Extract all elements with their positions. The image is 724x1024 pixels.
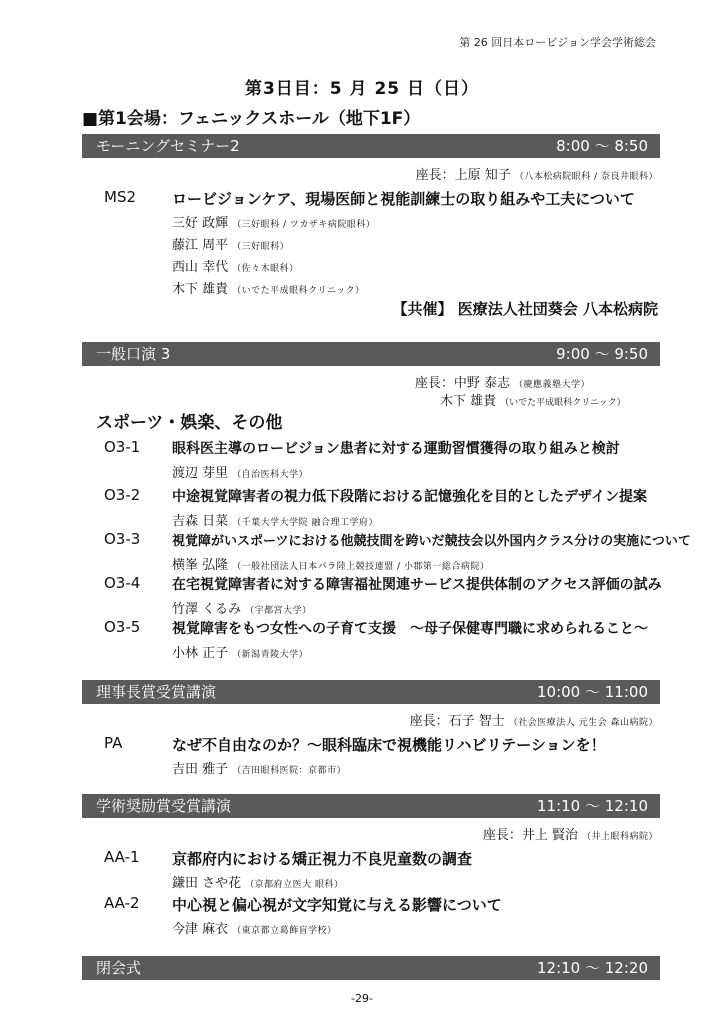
presentation-code: O3-2 [104,486,141,504]
presentation-code: O3-1 [104,438,141,456]
author-affiliation: （東京都立葛飾盲学校） [232,926,337,936]
author-affiliation: （吉田眼科医院：京都市） [232,766,347,776]
author-name: 三好 政輝 [172,216,229,231]
session-bar-closing [82,956,660,980]
author-name: 今津 麻衣 [172,922,229,937]
chair-affiliation: （井上眼科病院） [581,832,658,842]
chair-line [415,372,590,391]
chair-affiliation: （社会医療法人 元生会 森山病院） [508,718,658,728]
author-name: 小林 正子 [172,646,229,661]
author-name: 横峯 弘隆 [172,558,229,573]
author-line [172,758,346,777]
presentation-title: ロービジョンケア、現場医師と視能訓練士の取り組みや工夫について [172,190,635,208]
presentation-title: 中途視覚障害者の視力低下段階における記憶強化を目的としたデザイン提案 [172,489,648,505]
presentation-title: 京都府内における矯正視力不良児童数の調査 [172,850,473,868]
author-name: 西山 幸代 [172,260,229,275]
chair-line [416,164,658,183]
author-line [172,212,375,231]
presentation-title: 中心視と偏心視が文字知覚に与える影響について [172,896,502,914]
author-name: 木下 雄貴 [172,282,229,297]
author-affiliation: （千葉大学大学院 融合理工学府） [232,518,379,528]
session-time: 10:00 〜 11:00 [537,683,648,701]
session-bar-academic-award [82,794,660,818]
day-title: 第3日目：5 月 25 日（日） [244,79,480,99]
author-affiliation: （宇都宮大学） [245,606,312,616]
chair-line [410,710,658,729]
author-name: 鎌田 さや花 [172,876,242,891]
author-line [172,918,337,937]
presentation-title: 視覚障がいスポーツにおける他競技間を跨いだ競技会以外国内クラス分けの実施について [172,534,691,549]
presentation-code: O3-4 [104,574,141,592]
presentation-title: 眼科医主導のロービジョン患者に対する運動習慣獲得の取り組みと検討 [172,441,620,457]
author-affiliation: （三好眼科） [232,242,290,252]
session-time: 8:00 〜 8:50 [556,137,648,155]
chair-name: 座長：石子 智士 [409,714,505,729]
author-line [172,598,312,617]
session-label: 一般口演 3 [96,345,171,363]
chair-affiliation: （慶應義塾大学） [513,380,590,390]
presentation-code: MS2 [104,188,137,206]
chair-line-2 [440,390,626,409]
author-affiliation: （新潟青陵大学） [232,650,309,660]
author-affiliation: （三好眼科 / ツカザキ病院眼科） [232,220,376,230]
presentation-code: AA-2 [104,894,140,912]
author-name: 藤江 周平 [172,238,229,253]
chair-name: 座長：井上 賢治 [482,828,578,843]
author-line [172,642,308,661]
author-name: 吉田 雅子 [172,762,229,777]
author-line [172,510,378,529]
chair-line [483,824,658,843]
author-name: 渡辺 芽里 [172,466,229,481]
session-label: 理事長賞受賞講演 [96,683,217,701]
author-name: 吉森 日菜 [172,514,229,529]
sponsor-line: 【共催】 医療法人社団葵会 八本松病院 [392,300,658,318]
author-line [172,872,344,891]
author-affiliation: （一般社団法人日本パラ陸上競技連盟 / 小郡第一総合病院） [232,562,490,572]
session-label: 閉会式 [96,959,142,977]
session-bar-morning-seminar [82,134,660,158]
author-affiliation: （いでた平成眼科クリニック） [232,286,365,296]
venue-heading: ■第1会場：フェニックスホール（地下1F） [82,109,421,129]
session-time: 9:00 〜 9:50 [556,345,648,363]
author-name: 竹澤 くるみ [172,602,242,617]
presentation-code: PA [104,734,123,752]
author-line [172,462,308,481]
session-time: 12:10 〜 12:20 [537,959,648,977]
presentation-title: なぜ不自由なのか？〜眼科臨床で視機能リハビリテーションを！ [172,736,606,754]
page-number: -29- [351,992,373,1005]
chair-name: 座長：上原 知子 [415,168,511,183]
presentation-code: O3-5 [104,618,141,636]
chair-affiliation: （八本松病院眼科 / 奈良井眼科） [514,172,658,182]
session-label: モーニングセミナー2 [96,137,240,155]
author-affiliation: （京都府立医大 眼科） [245,880,344,890]
session-label: 学術奨励賞受賞講演 [96,797,232,815]
session-topic: スポーツ・娯楽、その他 [96,413,283,433]
session-time: 11:10 〜 12:10 [537,797,648,815]
session-bar-president-award [82,680,660,704]
author-affiliation: （佐々木眼科） [232,264,299,274]
author-line [172,256,299,275]
author-affiliation: （自治医科大学） [232,470,309,480]
chair-name: 座長：中野 泰志 [414,376,510,391]
presentation-code: O3-3 [104,530,141,548]
presentation-code: AA-1 [104,848,140,866]
author-line [172,234,289,253]
presentation-title: 視覚障害をもつ女性への子育て支援 〜母子保健専門職に求められること〜 [172,621,648,637]
presentation-title: 在宅視覚障害者に対する障害福祉関連サービス提供体制のアクセス評価の試み [172,577,662,593]
author-line [172,554,489,573]
author-line [172,278,365,297]
session-bar-oral [82,342,660,366]
chair-name: 木下 雄貴 [440,394,497,409]
chair-affiliation: （いでた平成眼科クリニック） [500,398,626,408]
conference-header: 第 26 回日本ロービジョン学会学術総会 [459,36,656,49]
